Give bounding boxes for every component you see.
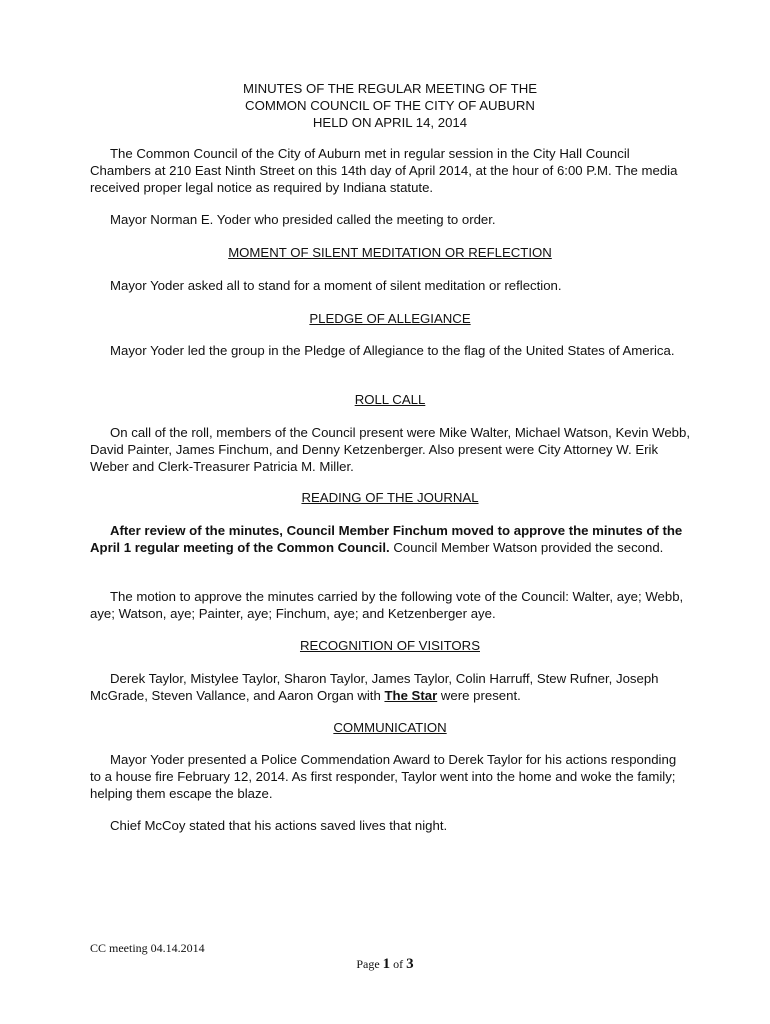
chief-paragraph: Chief McCoy stated that his actions saved lives that night. — [110, 818, 448, 833]
heading-communication: COMMUNICATION — [333, 720, 447, 735]
footer-page-number — [0, 956, 770, 973]
of-label: of — [393, 957, 404, 971]
intro-paragraph: The Common Council of the City of Auburn met in regular session in the City Hall Council Chambers at 210 East Ninth Street on this 14th day of April 2014, at the hour of 6:00 P.M. The media received proper legal notice as required by Indiana statute. — [90, 146, 678, 195]
roll-call-paragraph: On call of the roll, members of the Council present were Mike Walter, Michael Watson, Kevin Webb, David Painter, James Finchum, and Denny Ketzenberger. Also present were City Attorney W. Erik Weber and Clerk-Treasurer Patricia M. Miller. — [90, 425, 690, 474]
mayor-paragraph: Mayor Norman E. Yoder who presided called the meeting to order. — [110, 212, 496, 227]
heading-journal: READING OF THE JOURNAL — [301, 490, 479, 505]
page-total: 3 — [406, 956, 414, 972]
title-line-2: COMMON COUNCIL OF THE CITY OF AUBURN — [245, 98, 535, 113]
communication-paragraph: Mayor Yoder presented a Police Commendation Award to Derek Taylor for his actions responding to a house fire February 12, 2014. As first responder, Taylor went into the home and woke the family; helping them escape the blaze. — [90, 752, 677, 801]
title-line-1: MINUTES OF THE REGULAR MEETING OF THE — [242, 81, 538, 96]
footer-document-name: CC meeting 04.14.2014 — [90, 941, 205, 955]
journal-paragraph — [90, 522, 690, 556]
heading-roll-call: ROLL CALL — [354, 392, 426, 407]
heading-pledge: PLEDGE OF ALLEGIANCE — [309, 311, 471, 326]
visitors-list: Derek Taylor, Mistylee Taylor, Sharon Taylor, James Taylor, Colin Harruff, Stew Rufner, Joseph McGrade, Steven Vallance, and Aaron Organ with — [90, 671, 659, 703]
page-label: Page — [356, 957, 380, 971]
visitors-end: were present. — [437, 688, 521, 703]
meditation-paragraph: Mayor Yoder asked all to stand for a moment of silent meditation or reflection. — [110, 278, 562, 293]
heading-meditation: MOMENT OF SILENT MEDITATION OR REFLECTION — [228, 245, 552, 260]
visitors-paragraph — [90, 670, 690, 704]
pledge-paragraph: Mayor Yoder led the group in the Pledge of Allegiance to the flag of the United States of America. — [110, 343, 675, 358]
motion-paragraph: The motion to approve the minutes carried by the following vote of the Council: Walter, aye; Webb, aye; Watson, aye; Painter, aye; Finchum, aye; and Ketzenberger aye. — [90, 589, 684, 621]
the-star-link[interactable]: The Star — [384, 688, 438, 703]
document-title — [90, 80, 690, 131]
heading-visitors: RECOGNITION OF VISITORS — [299, 638, 480, 653]
page-current: 1 — [382, 956, 391, 972]
journal-motion-bold: After review of the minutes, Council Member Finchum moved to approve the minutes of the April 1 regular meeting of the Common Council. — [90, 523, 683, 555]
journal-second: Council Member Watson provided the second. — [389, 540, 664, 555]
title-line-3: HELD ON APRIL 14, 2014 — [312, 115, 468, 130]
